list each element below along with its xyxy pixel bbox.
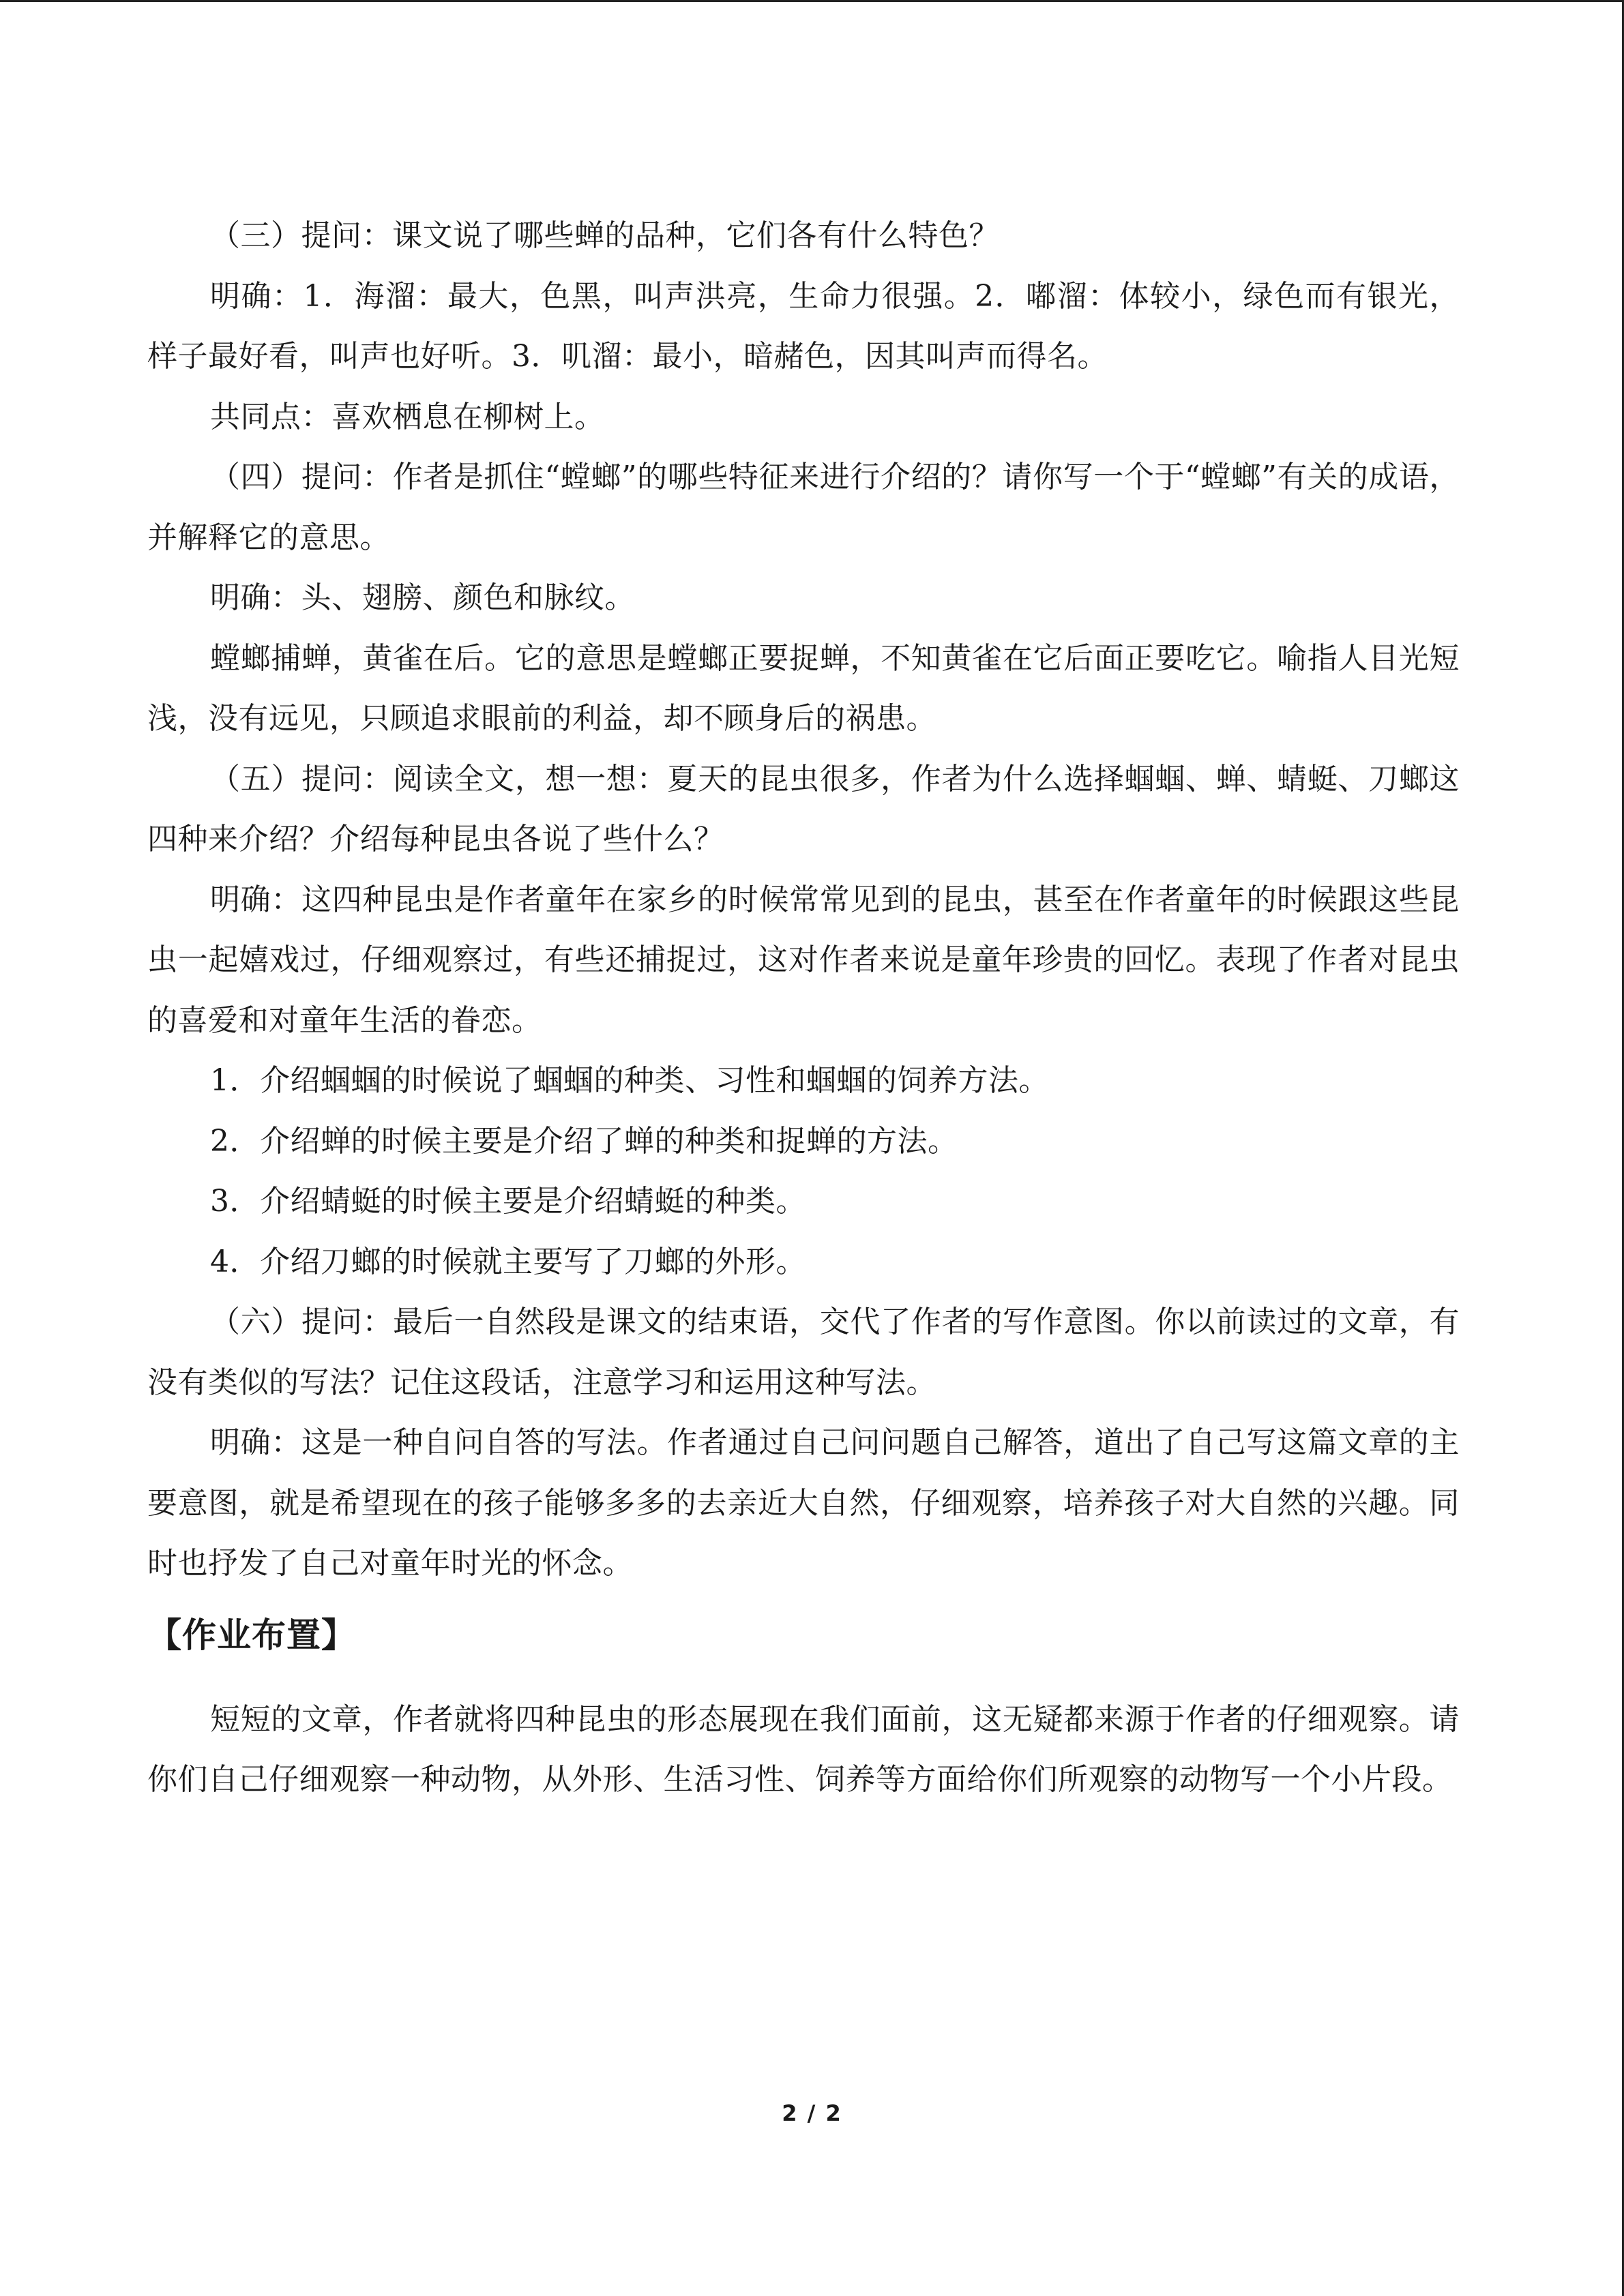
homework-heading: 【作业布置】	[147, 1615, 356, 1655]
homework-text: 短短的文章，作者就将四种昆虫的形态展现在我们面前，这无疑都来源于作者的仔细观察。请你们自己仔细观察一种动物，从外形、生活习性、饲养等方面给你们所观察的动物写一个小片段。	[147, 1701, 1460, 1797]
answer-five-item-4: 4．介绍刀螂的时候就主要写了刀螂的外形。	[210, 1244, 806, 1279]
page-top-border	[0, 0, 1624, 2]
answer-four-features: 明确：头、翅膀、颜色和脉纹。	[210, 580, 635, 615]
document-body	[147, 206, 1460, 1810]
answer-five-item-1: 1．介绍蝈蝈的时候说了蝈蝈的种类、习性和蝈蝈的饲养方法。	[210, 1063, 1049, 1098]
question-four: （四）提问：作者是抓住“螳螂”的哪些特征来进行介绍的？请你写一个于“螳螂”有关的成语，并解释它的意思。	[147, 460, 1460, 555]
answer-four-idiom: 螳螂捕蝉，黄雀在后。它的意思是螳螂正要捉蝉，不知黄雀在它后面正要吃它。喻指人目光短浅，没有远见，只顾追求眼前的利益，却不顾身后的祸患。	[147, 640, 1460, 736]
page-number: 2 / 2	[782, 2100, 842, 2126]
answer-six: 明确：这是一种自问自答的写法。作者通过自己问问题自己解答，道出了自己写这篇文章的主要意图，就是希望现在的孩子能够多多的去亲近大自然，仔细观察，培养孩子对大自然的兴趣。同时也抒发了自己对童年时光的怀念。	[147, 1425, 1460, 1581]
question-six: （六）提问：最后一自然段是课文的结束语，交代了作者的写作意图。你以前读过的文章，有没有类似的写法？记住这段话，注意学习和运用这种写法。	[147, 1304, 1460, 1400]
answer-five-item-2: 2．介绍蝉的时候主要是介绍了蝉的种类和捉蝉的方法。	[210, 1123, 958, 1159]
answer-five: 明确：这四种昆虫是作者童年在家乡的时候常常见到的昆虫，甚至在作者童年的时候跟这些昆虫一起嬉戏过，仔细观察过，有些还捕捉过，这对作者来说是童年珍贵的回忆。表现了作者对昆虫的喜爱和对童年生活的眷恋。	[147, 882, 1460, 1038]
answer-three-common-point: 共同点：喜欢栖息在柳树上。	[210, 399, 605, 434]
answer-three-cicada-types: 明确：1．海溜：最大，色黑，叫声洪亮，生命力很强。2．嘟溜：体较小，绿色而有银光，样子最好看，叫声也好听。3．叽溜：最小，暗赭色，因其叫声而得名。	[147, 278, 1460, 374]
question-three: （三）提问：课文说了哪些蝉的品种，它们各有什么特色？	[210, 218, 999, 253]
answer-five-item-3: 3．介绍蜻蜓的时候主要是介绍蜻蜓的种类。	[210, 1184, 806, 1219]
question-five: （五）提问：阅读全文，想一想：夏天的昆虫很多，作者为什么选择蝈蝈、蝉、蜻蜓、刀螂这四种来介绍？介绍每种昆虫各说了些什么？	[147, 761, 1460, 856]
